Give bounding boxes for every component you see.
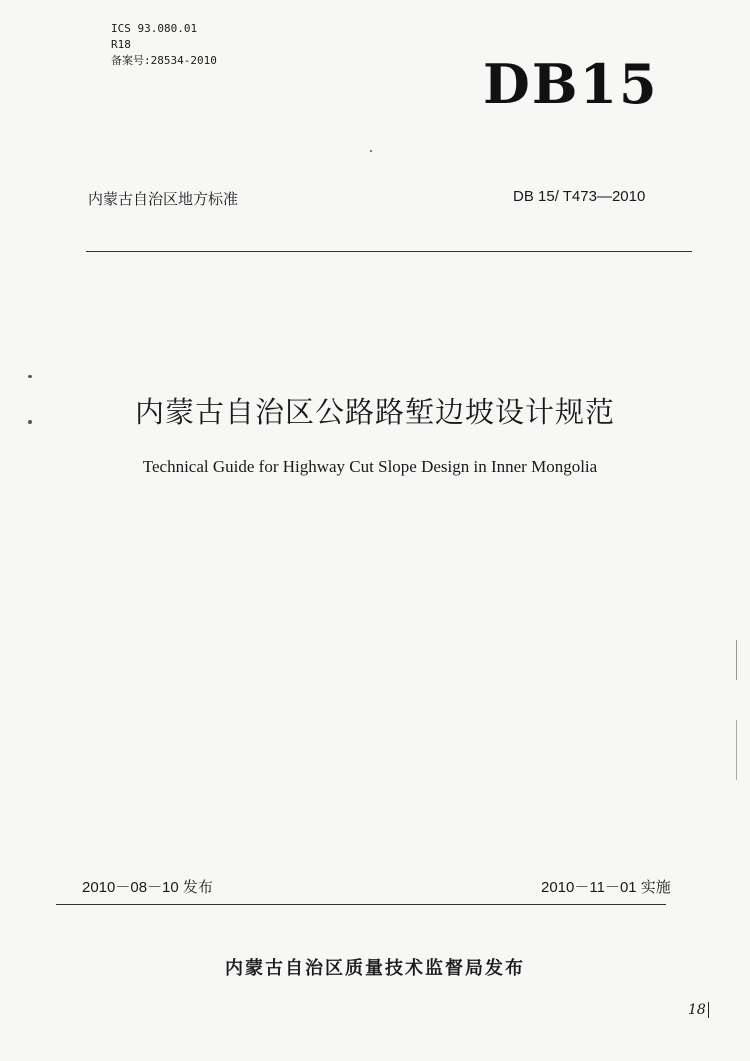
handwritten-page-mark: 18 xyxy=(688,1002,709,1018)
standard-type: 内蒙古自治区地方标准 xyxy=(88,190,239,208)
ics-code: ICS 93.080.01 xyxy=(111,22,198,35)
scan-speck xyxy=(370,150,372,152)
title-chinese: 内蒙古自治区公路路堑边坡设计规范 xyxy=(134,395,615,429)
top-divider xyxy=(86,251,692,252)
db15-logo: DB15 xyxy=(483,52,659,116)
standard-code: DB 15/ T473—2010 xyxy=(513,188,646,205)
title-english: Technical Guide for Highway Cut Slope Design in Inner Mongolia xyxy=(142,457,598,476)
scan-speck xyxy=(28,375,32,378)
issuing-authority: 内蒙古自治区质量技术监督局发布 xyxy=(225,958,525,979)
scan-edge-mark xyxy=(736,720,737,780)
bottom-divider xyxy=(56,904,666,905)
record-number: 备案号:28534-2010 xyxy=(111,54,217,67)
issue-date: 2010－08－10 发布 xyxy=(82,879,213,896)
scan-speck xyxy=(28,420,32,424)
implementation-date: 2010－11－01 实施 xyxy=(541,879,671,896)
ccs-code: R18 xyxy=(111,38,131,51)
scan-edge-mark xyxy=(736,640,737,680)
